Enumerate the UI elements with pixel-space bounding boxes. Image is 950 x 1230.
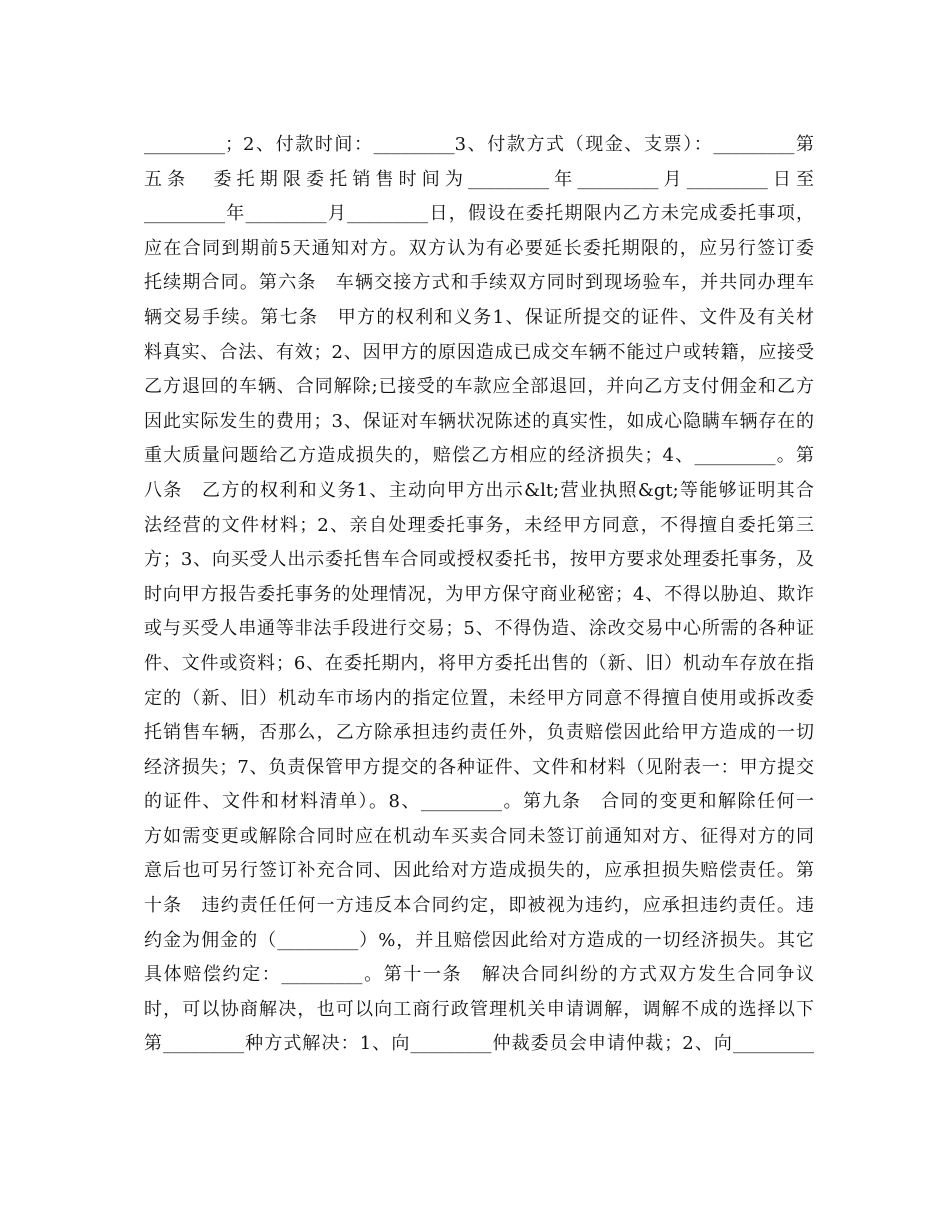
text-line-17: 定的（新、旧）机动车市场内的指定位置，未经甲方同意不得擅自使用或拆改委 <box>144 687 814 709</box>
text-line-1: _________；2、付款时间：_________3、付款方式（现金、支票）：_________第 <box>144 134 814 155</box>
text-line-22: 意后也可另行签订补充合同、因此给对方造成损失的，应承担损失赔偿责任。第 <box>144 860 814 882</box>
text-line-24: 约金为佣金的（_________）%，并且赔偿因此给对方造成的一切经济损失。其它 <box>144 929 814 951</box>
text-line-25: 具体赔偿约定：_________。第十一条 解决合同纠纷的方式双方发生合同争议 <box>144 964 814 986</box>
text-line-6: 辆交易手续。第七条 甲方的权利和义务1、保证所提交的证件、文件及有关材 <box>144 306 814 328</box>
text-line-23: 十条 违约责任任何一方违反本合同约定，即被视为违约，应承担违约责任。违 <box>144 895 814 917</box>
text-line-16: 件、文件或资料；6、在委托期内，将甲方委托出售的（新、旧）机动车存放在指 <box>144 652 814 674</box>
contract-body-text <box>144 128 814 1062</box>
text-line-2: 五条 委托期限委托销售时间为_________年_________月_________日至 <box>144 168 814 190</box>
text-line-7: 料真实、合法、有效；2、因甲方的原因造成已成交车辆不能过户或转籍，应接受 <box>144 341 814 363</box>
text-line-3: _________年_________月_________日，假设在委托期限内乙方未完成委托事项， <box>144 203 814 225</box>
text-line-13: 方；3、向买受人出示委托售车合同或授权委托书，按甲方要求处理委托事务，及 <box>144 549 814 571</box>
text-line-19: 经济损失；7、负责保管甲方提交的各种证件、文件和材料（见附表一：甲方提交 <box>144 756 814 778</box>
text-line-26: 时，可以协商解决，也可以向工商行政管理机关申请调解，调解不成的选择以下 <box>144 998 814 1020</box>
text-line-14: 时向甲方报告委托事务的处理情况，为甲方保守商业秘密；4、不得以胁迫、欺诈 <box>144 583 814 605</box>
text-line-20: 的证件、文件和材料清单）。8、_________。第九条 合同的变更和解除任何一 <box>144 791 814 813</box>
text-line-18: 托销售车辆，否那么，乙方除承担违约责任外，负责赔偿因此给甲方造成的一切 <box>144 722 814 744</box>
text-line-15: 或与买受人串通等非法手段进行交易；5、不得伪造、涂改交易中心所需的各种证 <box>144 618 814 640</box>
text-line-27: 第_________种方式解决：1、向_________仲裁委员会申请仲裁；2、向_________ <box>144 1033 814 1055</box>
text-line-11: 八条 乙方的权利和义务1、主动向甲方出示&lt;营业执照&gt;等能够证明其合 <box>144 479 814 501</box>
text-line-12: 法经营的文件材料；2、亲自处理委托事务，未经甲方同意，不得擅自委托第三 <box>144 514 814 536</box>
text-line-21: 方如需变更或解除合同时应在机动车买卖合同未签订前通知对方、征得对方的同 <box>144 825 814 847</box>
text-line-4: 应在合同到期前5天通知对方。双方认为有必要延长委托期限的，应另行签订委 <box>144 237 814 259</box>
text-line-8: 乙方退回的车辆、合同解除;已接受的车款应全部退回，并向乙方支付佣金和乙方 <box>144 376 814 398</box>
text-line-10: 重大质量问题给乙方造成损失的，赔偿乙方相应的经济损失；4、_________。第 <box>144 445 814 467</box>
text-line-5: 托续期合同。第六条 车辆交接方式和手续双方同时到现场验车，并共同办理车 <box>144 272 814 294</box>
text-line-9: 因此实际发生的费用；3、保证对车辆状况陈述的真实性，如成心隐瞒车辆存在的 <box>144 410 814 432</box>
